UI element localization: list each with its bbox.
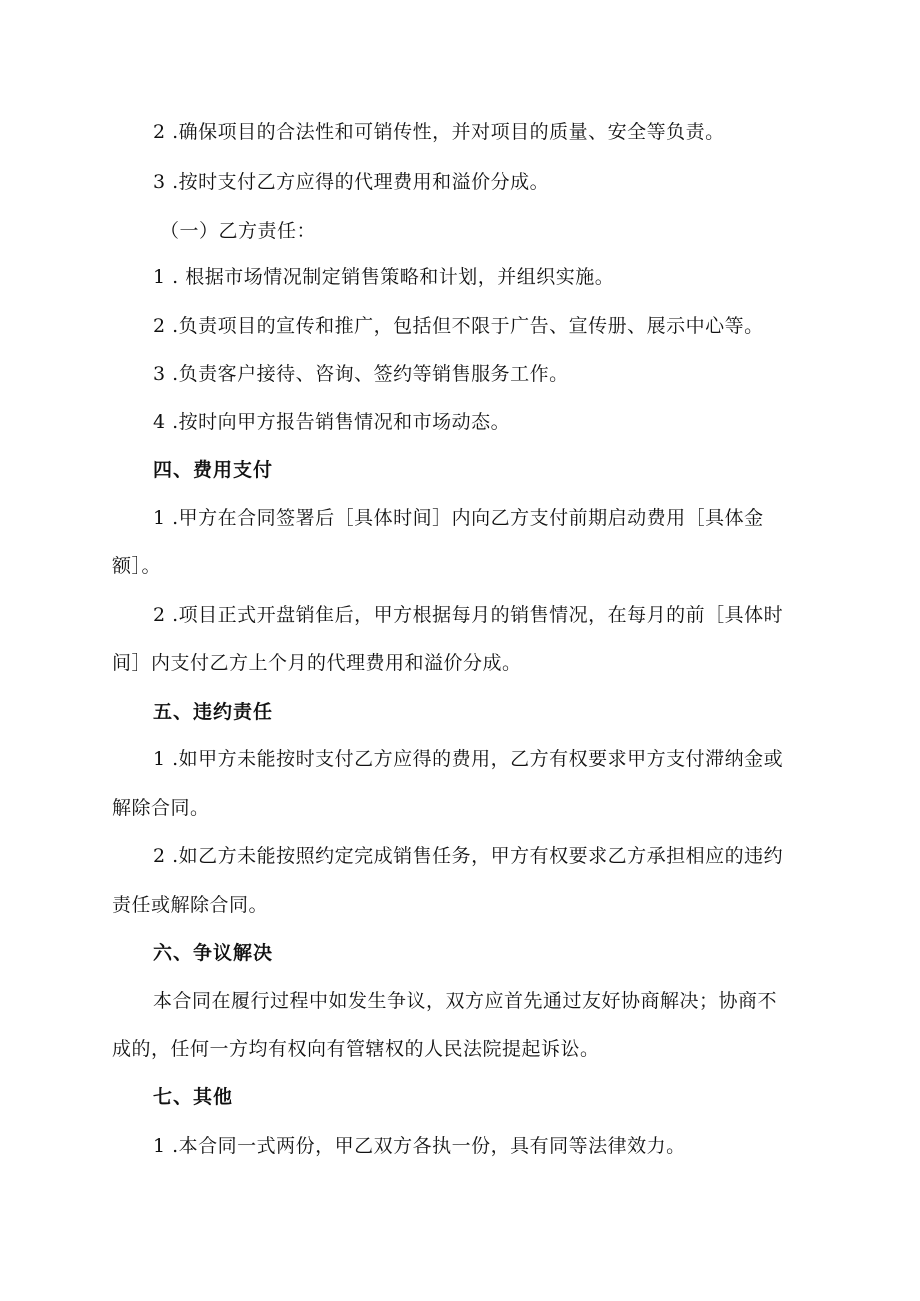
party-a-item-2: 2 .确保项目的合法性和可销传性，并对项目的质量、安全等负责。 [153, 121, 725, 143]
party-a-item-3: 3 .按时支付乙方应得的代理费用和溢价分成。 [153, 171, 550, 193]
party-b-item-3: 3 .负责客户接待、咨询、签约等销售服务工作。 [153, 363, 569, 385]
section-6-title: 六、争议解决 [153, 942, 274, 964]
party-b-item-1: 1 . 根据市场情况制定销售策略和计划，并组织实施。 [153, 266, 615, 288]
section-4-item-2-line-1: 2 .项目正式开盘销隹后，甲方根据每月的销售情况，在每月的前［具体时 [153, 604, 784, 626]
section-5-item-1-line-2: 解除合同。 [112, 797, 210, 819]
party-b-heading: （一）乙方责任： [160, 220, 317, 242]
section-6-paragraph-line-1: 本合同在履行过程中如发生争议，双方应首先通过友好协商解决；协商不 [153, 990, 778, 1012]
section-5-item-2-line-2: 责任或解除合同。 [112, 894, 269, 916]
party-b-item-4: 4 .按时向甲方报告销售情况和市场动态。 [153, 411, 511, 433]
section-5-title: 五、违约责任 [153, 701, 274, 723]
section-4-title: 四、费用支付 [153, 459, 274, 481]
section-6-paragraph-line-2: 成的，任何一方均有权向有管辖权的人民法院提起诉讼。 [112, 1038, 600, 1060]
section-4-item-1-line-1: 1 .甲方在合同签署后［具体时间］内向乙方支付前期启动费用［具体金 [153, 507, 764, 529]
section-5-item-2-line-1: 2 .如乙方未能按照约定完成销售任务，甲方有权要求乙方承担相应的违约 [153, 845, 784, 867]
section-4-item-2-line-2: 间］内支付乙方上个月的代理费用和溢价分成。 [112, 652, 522, 674]
section-5-item-1-line-1: 1 .如甲方未能按时支付乙方应得的费用，乙方有权要求甲方支付滞纳金或 [153, 748, 784, 770]
section-7-title: 七、其他 [153, 1086, 234, 1108]
party-b-item-2: 2 .负责项目的宣传和推广，包括但不限于广告、宣传册、展示中心等。 [153, 315, 764, 337]
section-7-item-1: 1 .本合同一式两份，甲乙双方各执一份，具有同等法律效力。 [153, 1135, 686, 1157]
section-4-item-1-line-2: 额］。 [112, 555, 162, 577]
